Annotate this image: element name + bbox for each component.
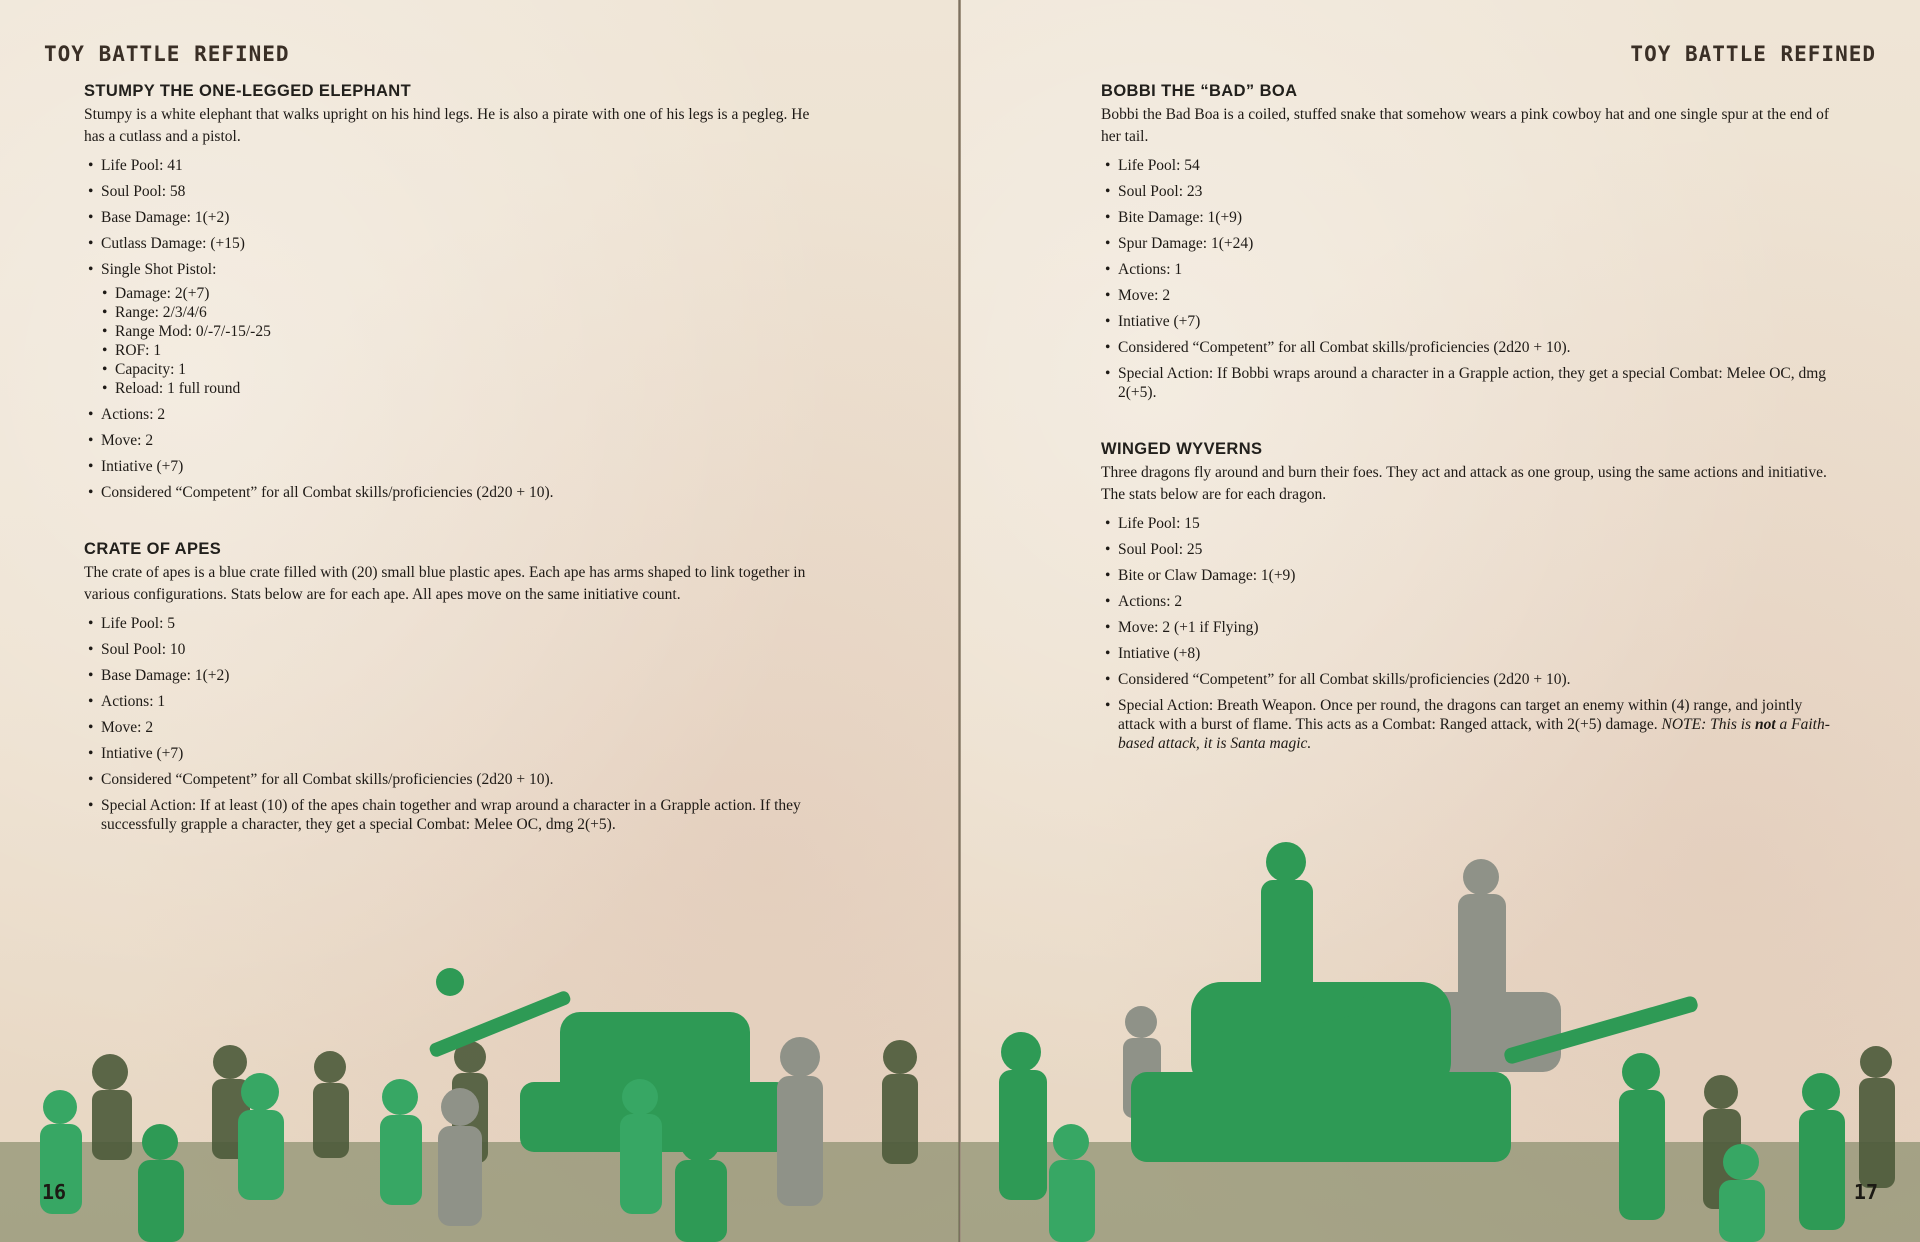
section-title: CRATE OF APES xyxy=(84,540,222,558)
section-title: WINGED WYVERNS xyxy=(1101,440,1263,458)
pistol-stat-item: • Range: 2/3/4/6 xyxy=(102,304,207,321)
pistol-stat-item: • Capacity: 1 xyxy=(102,361,187,378)
stat-list xyxy=(1101,514,1841,753)
stat-item: • Special Action: If Bobbi wraps around a character in a Grapple action, they get a special Combat: Melee OC, dmg 2(+5). xyxy=(1105,365,1827,401)
stat-list xyxy=(84,614,824,834)
stat-item: • Soul Pool: 58 xyxy=(88,183,186,200)
note-text: NOTE: This is not a Faith-based attack, it is Santa magic. xyxy=(1118,716,1830,752)
section-intro: Bobbi the Bad Boa is a coiled, stuffed snake that somehow wears a pink cowboy hat and one single spur at the end of her tail. xyxy=(1101,106,1830,145)
stat-item: • Bite or Claw Damage: 1(+9) xyxy=(1105,567,1296,584)
stat-item: • Intiative (+8) xyxy=(1105,645,1201,662)
right-page xyxy=(961,0,1920,1242)
section-intro: Stumpy is a white elephant that walks upright on his hind legs. He is also a pirate with one of his legs is a pegleg. He has a cutlass and a pistol. xyxy=(84,106,810,145)
section-title: BOBBI THE “BAD” BOA xyxy=(1101,82,1298,100)
left-page xyxy=(0,0,959,1242)
stat-item: • Move: 2 xyxy=(1105,287,1171,304)
stat-list xyxy=(84,156,824,502)
stat-item: • Actions: 1 xyxy=(88,693,166,710)
stat-item: • Intiative (+7) xyxy=(1105,313,1201,330)
stat-item: • Actions: 2 xyxy=(88,406,166,423)
pistol-stat-item: • Damage: 2(+7) xyxy=(102,285,210,302)
running-head: TOY BATTLE REFINED xyxy=(1630,42,1876,66)
stat-item: • Life Pool: 15 xyxy=(1105,515,1200,532)
stat-item: • Life Pool: 5 xyxy=(88,615,176,632)
stat-item: • Cutlass Damage: (+15) xyxy=(88,235,245,252)
stat-item: • Considered “Competent” for all Combat skills/proficiencies (2d20 + 10). xyxy=(88,484,554,501)
stat-item: • Considered “Competent” for all Combat skills/proficiencies (2d20 + 10). xyxy=(88,771,554,788)
right-content xyxy=(1101,82,1841,791)
section-intro: The crate of apes is a blue crate filled with (20) small blue plastic apes. Each ape has arms shaped to link together in various configurations. Stats below are for each ape. All apes move on the same initiative count. xyxy=(84,564,806,603)
left-content xyxy=(84,82,824,872)
stat-item: • Considered “Competent” for all Combat skills/proficiencies (2d20 + 10). xyxy=(1105,339,1571,356)
stat-item: • Actions: 1 xyxy=(1105,261,1183,278)
section-intro: Three dragons fly around and burn their foes. They act and attack as one group, using the same actions and initiative. The stats below are for each dragon. xyxy=(1101,464,1827,503)
stat-item: • Move: 2 xyxy=(88,719,154,736)
toy-soldiers-illustration xyxy=(0,842,959,1242)
stat-item: • Spur Damage: 1(+24) xyxy=(1105,235,1254,252)
stat-item: • Move: 2 (+1 if Flying) xyxy=(1105,619,1259,636)
stat-item: • Life Pool: 54 xyxy=(1105,157,1200,174)
stat-item: • Move: 2 xyxy=(88,432,154,449)
page-number: 17 xyxy=(1853,1180,1878,1204)
stat-item: • Base Damage: 1(+2) xyxy=(88,209,230,226)
section-bobbi-the-bad-boa xyxy=(1101,82,1841,402)
stat-item: • Life Pool: 41 xyxy=(88,157,183,174)
section-stumpy xyxy=(84,82,824,502)
running-head: TOY BATTLE REFINED xyxy=(44,42,290,66)
stat-item: • Soul Pool: 23 xyxy=(1105,183,1203,200)
stat-item: • Intiative (+7) xyxy=(88,458,184,475)
pistol-stat-item: • Range Mod: 0/-7/-15/-25 xyxy=(102,323,271,340)
stat-item: • Actions: 2 xyxy=(1105,593,1183,610)
section-title: STUMPY THE ONE-LEGGED ELEPHANT xyxy=(84,82,412,100)
section-crate-of-apes xyxy=(84,540,824,834)
stat-list xyxy=(1101,156,1841,402)
page-number: 16 xyxy=(42,1180,67,1204)
stat-item: • Soul Pool: 25 xyxy=(1105,541,1203,558)
pistol-stat-item: • ROF: 1 xyxy=(102,342,162,359)
stat-item: • Bite Damage: 1(+9) xyxy=(1105,209,1243,226)
pistol-stat-item: • Reload: 1 full round xyxy=(102,380,241,397)
stat-item: • Base Damage: 1(+2) xyxy=(88,667,230,684)
stat-item: • Considered “Competent” for all Combat skills/proficiencies (2d20 + 10). xyxy=(1105,671,1571,688)
stat-item-special-action: • Special Action: Breath Weapon. Once per round, the dragons can target an enemy within (4) range, and jointly attack with a burst of flame. This acts as a Combat: Ranged attack, with 2(+5) damage. NOTE: This is not a Faith-based attack, it is Santa magic. xyxy=(1105,697,1830,752)
section-winged-wyverns xyxy=(1101,440,1841,753)
stat-item: • Intiative (+7) xyxy=(88,745,184,762)
stat-item: • Special Action: If at least (10) of the apes chain together and wrap around a character in a Grapple action. If they successfully grapple a character, they get a special Combat: Melee OC, dmg 2(+5). xyxy=(88,797,801,833)
stat-item: • Soul Pool: 10 xyxy=(88,641,186,658)
pistol-stat-list xyxy=(102,284,824,398)
toy-soldiers-illustration xyxy=(961,842,1920,1242)
stat-item: • Single Shot Pistol: • Damage: 2(+7) • Range: 2/3/4/6 • Range Mod: 0/-7/-15/-25 • ROF: 1 • Capacity: 1 • Reload: 1 full round xyxy=(88,260,824,398)
